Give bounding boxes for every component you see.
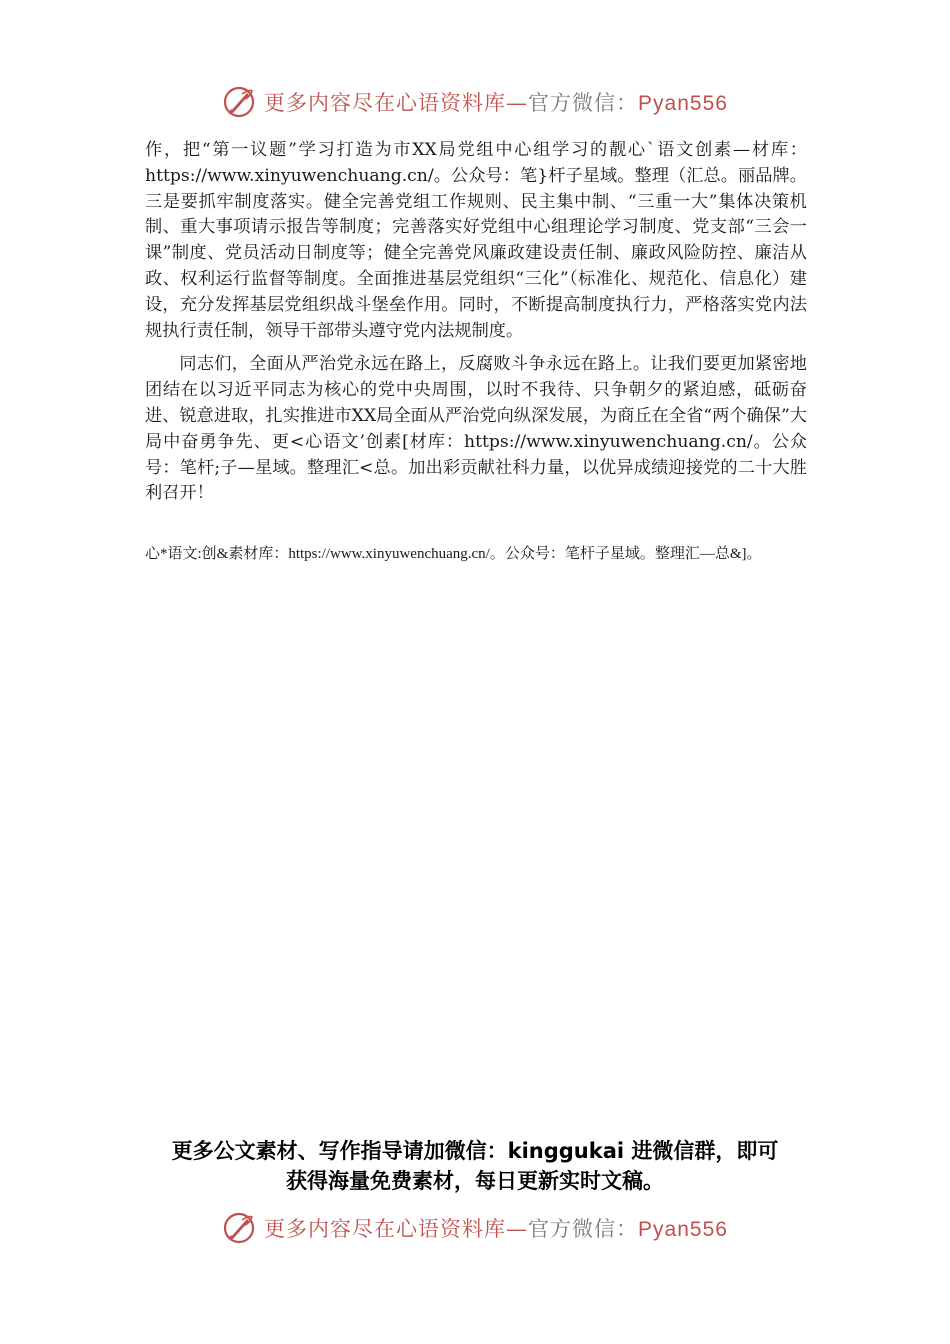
footer-wechat-id: Pyan556 <box>638 1218 728 1241</box>
header-wechat-label: 官方微信： <box>528 91 639 115</box>
header-title: 更多内容尽在心语资料库 <box>264 91 507 115</box>
footer-separator: — <box>506 1217 529 1241</box>
paragraph-2: 同志们，全面从严治党永远在路上，反腐败斗争永远在路上。让我们要更加紧密地团结在以习近平同志为核心的党中央周围，以时不我待、只争朝夕的紧迫感，砥砺奋进、锐意进取，扎实推进市XX局全面从严治党向纵深发展，为商丘在全省“两个确保”大局中奋勇争先、更<心语文’创素[材库：https://www.xinyuwenchuang.cn/。公众号：笔杆;子—星域。整理汇<总。加出彩贡献社科力量，以优异成绩迎接党的二十大胜利召开！ <box>145 354 807 504</box>
footnote: 心*语文:创&素材库：https://www.xinyuwenchuang.cn/。公众号：笔杆子星域。整理汇—总&]。 <box>145 546 762 563</box>
paragraph-1: 作，把“第一议题”学习打造为市XX局党组中心组学习的靓心`语文创素—材库：https://www.xinyuwenchuang.cn/。公众号：笔}杆子星域。整理（汇总。丽品牌。三是要抓牢制度落实。健全完善党组工作规则、民主集中制、“三重一大”集体决策机制、重大事项请示报告等制度；完善落实好党组中心组理论学习制度、党支部“三会一课”制度、党员活动日制度等；健全完善党风廉政建设责任制、廉政风险防控、廉洁从政、权利运行监督等制度。全面推进基层党组织“三化”（标准化、规范化、信息化）建设，充分发挥基层党组织战斗堡垒作用。同时，不断提高制度执行力，严格落实党内法规执行责任制，领导干部带头遵守党内法规制度。 <box>145 140 807 341</box>
footer-banner <box>0 1208 950 1248</box>
promo-notice <box>0 1136 950 1196</box>
quill-pen-logo-icon <box>222 85 256 119</box>
promo-line-2: 获得海量免费素材，每日更新实时文稿。 <box>286 1169 664 1193</box>
promo-line-1: 更多公文素材、写作指导请加微信：kinggukai 进微信群，即可 <box>171 1139 779 1163</box>
footer-title: 更多内容尽在心语资料库 <box>264 1217 507 1241</box>
header-separator: — <box>506 91 529 115</box>
quill-pen-logo-icon <box>222 1211 256 1245</box>
header-banner-text <box>264 87 728 117</box>
header-banner <box>0 82 950 122</box>
footer-wechat-label: 官方微信： <box>528 1217 639 1241</box>
header-wechat-id: Pyan556 <box>638 92 728 115</box>
document-body <box>145 138 807 580</box>
footer-banner-text <box>264 1213 728 1243</box>
